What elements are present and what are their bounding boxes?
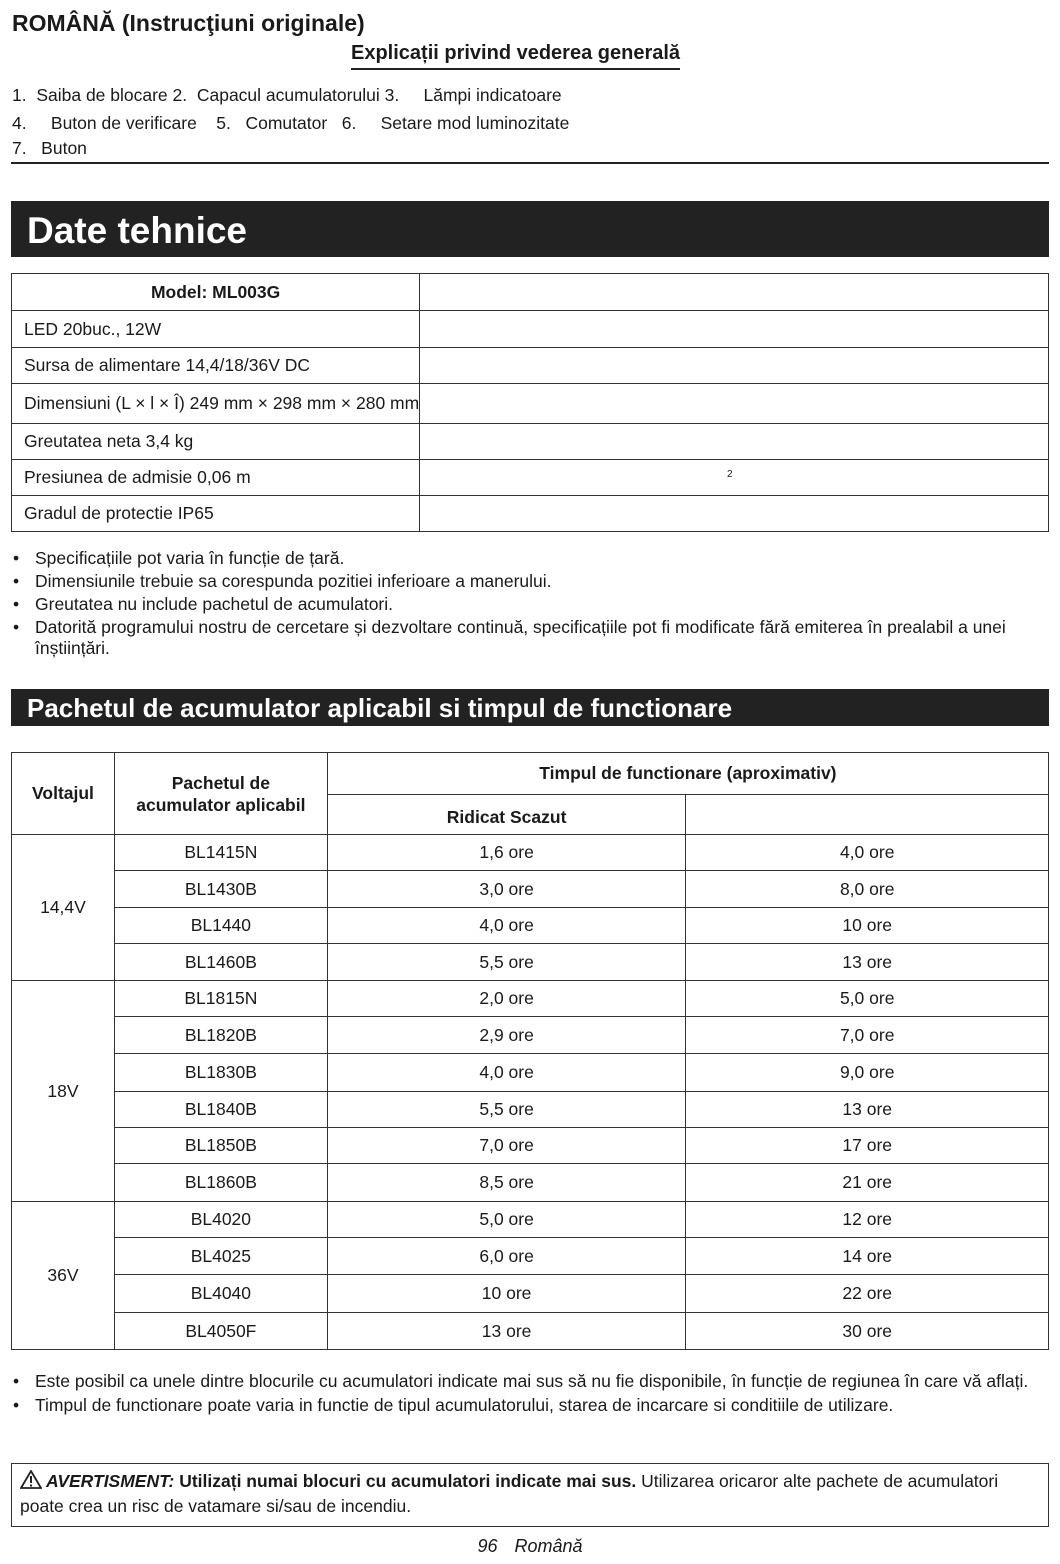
tech-notes (11, 548, 1049, 661)
pack-cell: BL1430B (114, 871, 327, 908)
high-cell: 5,5 ore (327, 1092, 686, 1128)
low-cell: 12 ore (686, 1202, 1049, 1238)
spec-weight: Greutatea neta 3,4 kg (12, 424, 420, 460)
tech-note: • Datorită programului nostru de cercetare și dezvoltare continuă, specificațiile pot fi modificate fără emiterea în prealabil a unei înștiințări. (11, 617, 1049, 659)
high-cell: 2,9 ore (327, 1017, 686, 1054)
battery-row (12, 1238, 1049, 1275)
pack-cell: BL4025 (114, 1238, 327, 1275)
battery-table (11, 752, 1049, 1350)
pack-cell: BL4050F (114, 1313, 327, 1350)
battery-row (12, 1313, 1049, 1350)
language-title: ROMÂNĂ (Instrucţiuni originale) (12, 10, 365, 36)
low-cell: 14 ore (686, 1238, 1049, 1275)
warning-box (11, 1463, 1049, 1527)
battery-row (12, 1164, 1049, 1202)
spec-empty-cell (420, 424, 1049, 460)
warning-triangle-icon (20, 1470, 42, 1495)
pack-cell: BL1440 (114, 908, 327, 944)
spec-pressure: Presiunea de admisie 0,06 m (12, 460, 420, 496)
spec-protection: Gradul de protectie IP65 (12, 496, 420, 532)
spec-power: Sursa de alimentare 14,4/18/36V DC (12, 348, 420, 384)
high-cell: 7,0 ore (327, 1128, 686, 1164)
high-cell: 13 ore (327, 1313, 686, 1350)
spec-empty-cell (420, 274, 1049, 311)
low-cell: 5,0 ore (686, 981, 1049, 1017)
battery-note: • Este posibil ca unele dintre blocurile cu acumulatori indicate mai sus să nu fie disponibile, în funcție de regiunea în care vă aflați. (11, 1371, 1049, 1392)
low-cell: 4,0 ore (686, 835, 1049, 871)
parts-line-1: 1. Saiba de blocare 2. Capacul acumulatorului 3. Lămpi indicatoare (12, 85, 562, 105)
low-cell: 10 ore (686, 908, 1049, 944)
low-cell: 13 ore (686, 944, 1049, 981)
spec-row-model (12, 274, 1049, 311)
battery-body (12, 835, 1049, 1350)
warning-label: AVERTISMENT: (46, 1471, 175, 1491)
spec-empty-cell (420, 311, 1049, 348)
spec-row (12, 424, 1049, 460)
pack-cell: BL1415N (114, 835, 327, 871)
col-empty (686, 795, 1049, 835)
low-cell: 30 ore (686, 1313, 1049, 1350)
pack-cell: BL1460B (114, 944, 327, 981)
low-cell: 21 ore (686, 1164, 1049, 1202)
col-pack: Pachetul de acumulator aplicabil (114, 753, 327, 835)
divider (11, 162, 1049, 164)
spec-row (12, 348, 1049, 384)
high-cell: 3,0 ore (327, 871, 686, 908)
low-cell: 9,0 ore (686, 1054, 1049, 1092)
voltage-cell: 18V (12, 981, 115, 1202)
spec-empty-cell (420, 384, 1049, 424)
pack-cell: BL4040 (114, 1275, 327, 1313)
spec-empty-cell (420, 460, 1049, 496)
low-cell: 22 ore (686, 1275, 1049, 1313)
parts-line-3: 7. Buton (12, 138, 87, 158)
battery-row (12, 871, 1049, 908)
spec-row (12, 496, 1049, 532)
high-cell: 2,0 ore (327, 981, 686, 1017)
overview-title: Explicații privind vederea generală (351, 42, 680, 70)
spec-led: LED 20buc., 12W (12, 311, 420, 348)
high-cell: 5,5 ore (327, 944, 686, 981)
col-high-low: Ridicat Scazut (327, 795, 686, 835)
warning-bold-text: Utilizați numai blocuri cu acumulatori indicate mai sus. (179, 1471, 637, 1491)
tech-note: • Specificațiile pot varia în funcție de țară. (11, 548, 1049, 569)
pack-cell: BL1830B (114, 1054, 327, 1092)
high-cell: 4,0 ore (327, 908, 686, 944)
high-cell: 1,6 ore (327, 835, 686, 871)
spec-empty-cell (420, 496, 1049, 532)
battery-row (12, 1054, 1049, 1092)
pack-cell: BL1815N (114, 981, 327, 1017)
battery-row (12, 944, 1049, 981)
footer-language: Română (514, 1536, 583, 1556)
battery-notes (11, 1371, 1049, 1418)
high-cell: 6,0 ore (327, 1238, 686, 1275)
spec-row (12, 311, 1049, 348)
battery-row (12, 1275, 1049, 1313)
tech-data-band (11, 201, 1049, 257)
spec-row (12, 460, 1049, 496)
high-cell: 8,5 ore (327, 1164, 686, 1202)
battery-row (12, 1202, 1049, 1238)
spec-row (12, 384, 1049, 424)
battery-row (12, 835, 1049, 871)
battery-row (12, 981, 1049, 1017)
low-cell: 7,0 ore (686, 1017, 1049, 1054)
tech-data-title: Date tehnice (27, 210, 248, 251)
battery-row (12, 1128, 1049, 1164)
high-cell: 4,0 ore (327, 1054, 686, 1092)
battery-row (12, 1017, 1049, 1054)
battery-row (12, 908, 1049, 944)
page-footer (0, 1536, 1060, 1557)
battery-band (11, 689, 1049, 726)
high-cell: 10 ore (327, 1275, 686, 1313)
battery-title: Pachetul de acumulator aplicabil si timpul de functionare (27, 693, 733, 723)
tech-note: • Dimensiunile trebuie sa corespunda pozitiei inferioare a manerului. (11, 571, 1049, 592)
pack-cell: BL1820B (114, 1017, 327, 1054)
pack-cell: BL1840B (114, 1092, 327, 1128)
col-voltage: Voltajul (12, 753, 115, 835)
pack-cell: BL1860B (114, 1164, 327, 1202)
voltage-cell: 14,4V (12, 835, 115, 981)
battery-note: • Timpul de functionare poate varia in functie de tipul acumulatorului, starea de incarcare si conditiile de utilizare. (11, 1395, 1049, 1416)
warning-text: Utilizarea oricaror alte pachete de acumulatori poate crea un risc de vatamare si/sau de incendiu. (20, 1471, 999, 1516)
spec-dimensions: Dimensiuni (L × l × Î) 249 mm × 298 mm × 280 mm (12, 384, 420, 424)
pack-cell: BL4020 (114, 1202, 327, 1238)
spec-table (11, 273, 1049, 532)
high-cell: 5,0 ore (327, 1202, 686, 1238)
low-cell: 8,0 ore (686, 871, 1049, 908)
superscript-2: 2 (727, 469, 733, 480)
low-cell: 13 ore (686, 1092, 1049, 1128)
col-time: Timpul de functionare (aproximativ) (327, 753, 1048, 795)
battery-row (12, 1092, 1049, 1128)
battery-header-row (12, 753, 1049, 795)
spec-model: Model: ML003G (12, 274, 420, 311)
low-cell: 17 ore (686, 1128, 1049, 1164)
page-number: 96 (477, 1536, 498, 1556)
spec-empty-cell (420, 348, 1049, 384)
parts-line-2: 4. Buton de verificare 5. Comutator 6. Setare mod luminozitate (12, 113, 570, 133)
tech-note: • Greutatea nu include pachetul de acumulatori. (11, 594, 1049, 615)
pack-cell: BL1850B (114, 1128, 327, 1164)
voltage-cell: 36V (12, 1202, 115, 1350)
